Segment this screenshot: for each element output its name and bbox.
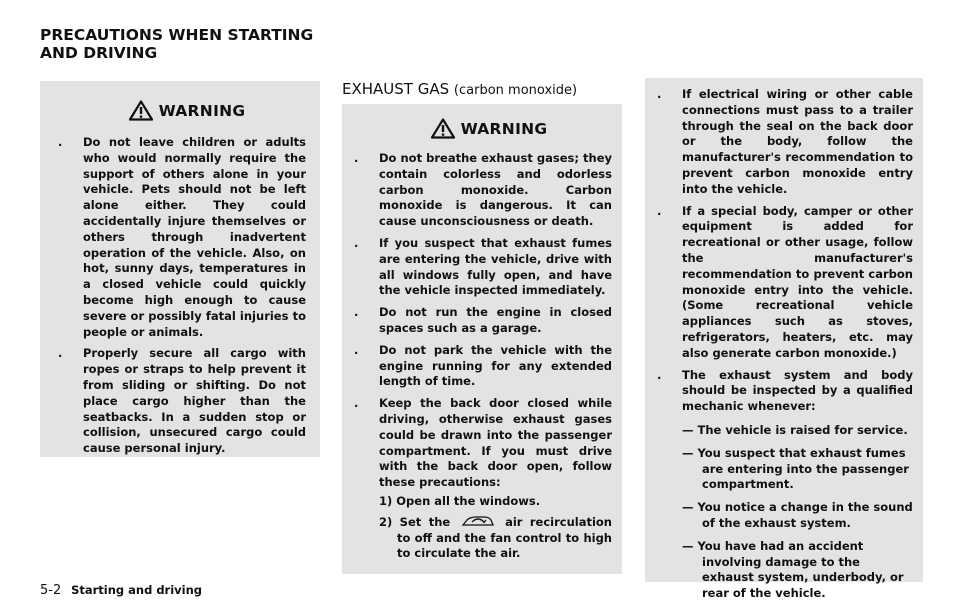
section-title [40,26,313,62]
bullet-dot: . [354,305,359,320]
dash-item [682,446,913,493]
list-item [653,87,913,198]
list-item [350,305,612,337]
bullet-dot: . [657,87,662,101]
step-text: 2) Set the [379,514,451,529]
list-item [350,236,612,299]
heading-main: EXHAUST GAS [342,80,450,98]
step-text-continued: air recirculation to off and the fan control to high to circulate the air. [397,514,612,561]
section-title-line2: AND DRIVING [40,44,158,62]
heading-paren: (carbon monoxide) [453,83,578,98]
bullet-dot: . [354,235,359,250]
bullet-dot: . [354,342,359,357]
dash-text: — You suspect that exhaust fumes are entering into the passenger compartment. [682,445,909,492]
bullet-text: Do not breathe exhaust gases; they contain colorless and odorless carbon monoxide. Carbon monoxide is dangerous. It can cause unconsciousness or death. [379,151,612,229]
warning-box-children-cargo [40,81,320,457]
dash-list [682,423,913,602]
bullet-dot: . [354,396,359,411]
bullet-text: Properly secure all cargo with ropes or straps to help prevent it from sliding or shifting. Do not place cargo higher than the seatbacks. In a sudden stop or collision, unsecured cargo could cause personal injury. [83,346,306,456]
section-title-line1: PRECAUTIONS WHEN STARTING [40,26,314,44]
warning-box-exhaust [342,104,622,574]
list-item [54,135,306,340]
bullet-dot: . [58,135,63,149]
bullet-text: If electrical wiring or other cable connections must pass to a trailer through the seal on the back door or the body, follow the manufacturer's recommendation to prevent carbon monoxide entry into the vehicle. [682,87,913,196]
footer-section-name: Starting and driving [71,583,203,597]
page-number: 5-2 [40,583,62,598]
list-item [653,204,913,362]
bullet-text: Do not leave children or adults who would normally require the support of others alone in your vehicle. Pets should not be left alone either. They could accidentally injure themselves or others through inadvertent operation of the vehicle. Also, on hot, sunny days, temperatures in a closed vehicle could quickly become high enough to cause severe or possibly fatal injuries to people or animals. [83,135,306,339]
list-item [653,368,913,602]
warning-box-continued [645,78,923,601]
warning-label: WARNING [460,119,548,138]
list-item [54,346,306,457]
bullet-text: If a special body, camper or other equipment is added for recreational or other usage, follow the manufacturer's recommendation to prevent carbon monoxide entry into the vehicle. (Some recreational vehicle appliances such as stoves, refrigerators, heaters, etc. may also generate carbon monoxide.) [682,203,913,360]
warning-list [54,135,306,457]
list-item [350,343,612,390]
warning-label: WARNING [158,101,246,120]
numbered-steps [379,494,612,562]
bullet-dot: . [58,346,63,361]
bullet-dot: . [657,203,662,218]
bullet-text: If you suspect that exhaust fumes are entering the vehicle, drive with all windows fully open, and have the vehicle inspected immediately. [379,235,612,298]
bullet-dot: . [657,367,662,382]
bullet-text: Do not run the engine in closed spaces such as a garage. [379,305,612,335]
bullet-text: Keep the back door closed while driving, otherwise exhaust gases could be drawn into the passenger compartment. If you must drive with the back door open, follow these precautions: [379,396,612,490]
warning-list [653,87,913,602]
dash-text: — You have had an accident involving damage to the exhaust system, underbody, or rear of the vehicle. [682,538,904,601]
dash-item [682,539,913,602]
warning-triangle-icon [129,100,153,121]
page-footer [40,583,202,598]
list-item [350,396,612,562]
dash-text: — The vehicle is raised for service. [682,422,908,437]
dash-item [682,500,913,532]
dash-item [682,423,913,439]
step-text: 1) Open all the windows. [379,493,541,508]
bullet-text: Do not park the vehicle with the engine running for any extended length of time. [379,342,612,389]
bullet-text: The exhaust system and body should be inspected by a qualified mechanic whenever: [682,367,913,414]
step-item [379,494,612,510]
bullet-dot: . [354,151,359,165]
warning-list [350,151,612,562]
warning-triangle-icon [431,118,455,139]
exhaust-gas-heading [342,80,577,98]
air-recirculation-icon [460,514,496,528]
step-item [379,514,612,562]
warning-header [356,118,622,139]
list-item [350,151,612,230]
warning-header [54,100,320,121]
dash-text: — You notice a change in the sound of the exhaust system. [682,500,913,530]
